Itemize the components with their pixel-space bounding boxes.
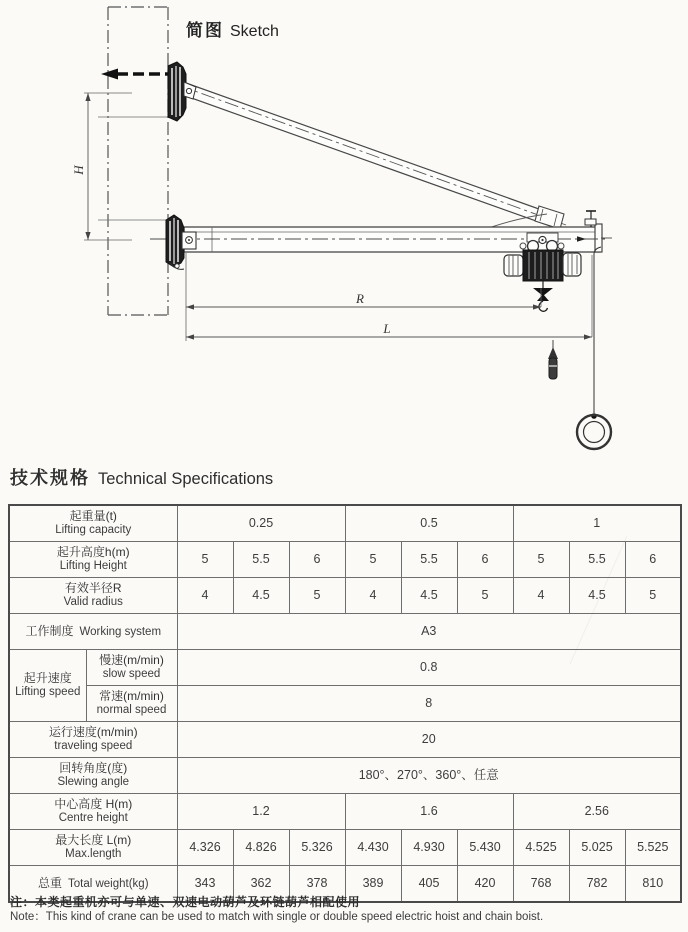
rod-clevis <box>535 206 564 229</box>
label-en: Lifting capacity <box>55 523 132 536</box>
sketch-title-en: Sketch <box>230 23 279 40</box>
traveling-speed-value: 20 <box>177 722 681 758</box>
row-lifting-height <box>9 542 681 578</box>
max-length-value: 4.525 <box>513 830 569 866</box>
total-weight-value: 378 <box>289 866 345 903</box>
max-length-value: 5.025 <box>569 830 625 866</box>
label-en: Total weight(kg) <box>67 877 149 890</box>
row-label-centre-height <box>9 794 177 830</box>
height-value: 6 <box>457 542 513 578</box>
label-zh: 总重 <box>37 875 62 890</box>
r-dim-label: R <box>356 291 364 306</box>
max-length-value: 5.430 <box>457 830 513 866</box>
radius-value: 4.5 <box>401 578 457 614</box>
label-en: Max.length <box>65 847 122 860</box>
row-label-working-system <box>9 614 177 650</box>
label-zh: 中心高度 H(m) <box>54 796 133 811</box>
max-length-value: 5.326 <box>289 830 345 866</box>
slewing-angle-value: 180°、270°、360°、任意 <box>177 758 681 794</box>
centre-height-value: 1.6 <box>345 794 513 830</box>
spec-table <box>8 504 682 903</box>
row-working-system <box>9 614 681 650</box>
label-en: Working system <box>79 625 162 638</box>
footnote-en: Note：This kind of crane can be used to match with single or double speed electric hoist and chain boist. <box>10 911 544 923</box>
height-value: 5 <box>513 542 569 578</box>
section-title-zh: 技术规格 <box>10 468 90 488</box>
beam-tip-bolt <box>585 211 596 227</box>
total-weight-value: 362 <box>233 866 289 903</box>
label-zh: 有效半径R <box>64 580 122 595</box>
total-weight-value: 405 <box>401 866 457 903</box>
label-en: Lifting speed <box>15 685 81 698</box>
radius-value: 5 <box>457 578 513 614</box>
h-dimension <box>71 93 132 240</box>
working-system-value: A3 <box>177 614 681 650</box>
row-label-normal-speed <box>86 686 177 722</box>
radius-value: 4.5 <box>233 578 289 614</box>
label-en: Slewing angle <box>57 775 130 788</box>
max-length-value: 4.326 <box>177 830 233 866</box>
sketch-title-zh: 简图 <box>186 21 224 40</box>
label-zh: 工作制度 <box>25 623 74 638</box>
radius-value: 5 <box>625 578 681 614</box>
spec-table-wrap <box>8 504 682 903</box>
row-traveling-speed <box>9 722 681 758</box>
row-label-max-length <box>9 830 177 866</box>
height-value: 5 <box>345 542 401 578</box>
bottom-wall-bracket <box>166 215 196 269</box>
label-en: Lifting Height <box>59 559 127 572</box>
row-label-slewing-angle <box>9 758 177 794</box>
row-label-slow-speed <box>86 650 177 686</box>
max-length-value: 4.430 <box>345 830 401 866</box>
total-weight-value: 782 <box>569 866 625 903</box>
section-title-en: Technical Specifications <box>98 470 274 488</box>
row-slow-speed <box>9 650 681 686</box>
total-weight-value: 389 <box>345 866 401 903</box>
row-label-lifting-height <box>9 542 177 578</box>
height-value: 6 <box>625 542 681 578</box>
label-zh: 回转角度(度) <box>59 760 128 775</box>
row-label-lifting-speed <box>9 650 86 722</box>
label-zh: 运行速度(m/min) <box>48 724 138 739</box>
row-label-valid-radius <box>9 578 177 614</box>
row-lifting-capacity <box>9 505 681 542</box>
label-en: normal speed <box>96 703 167 716</box>
r-dimension <box>186 253 541 341</box>
row-max-length <box>9 830 681 866</box>
max-length-value: 4.826 <box>233 830 289 866</box>
radius-value: 5 <box>289 578 345 614</box>
label-en: traveling speed <box>54 739 133 752</box>
radius-value: 4.5 <box>569 578 625 614</box>
radius-value: 4 <box>177 578 233 614</box>
height-value: 6 <box>289 542 345 578</box>
label-zh: 起重量(t) <box>69 508 117 523</box>
height-value: 5.5 <box>569 542 625 578</box>
radius-value: 4 <box>513 578 569 614</box>
height-value: 5 <box>177 542 233 578</box>
lifting-ring <box>577 415 611 449</box>
capacity-value: 1 <box>513 505 681 542</box>
label-zh: 起升高度h(m) <box>56 544 130 559</box>
row-slewing-angle <box>9 758 681 794</box>
label-en: Centre height <box>58 811 128 824</box>
h-dim-label: H <box>71 165 86 175</box>
row-normal-speed <box>9 686 681 722</box>
max-length-value: 4.930 <box>401 830 457 866</box>
centre-height-value: 1.2 <box>177 794 345 830</box>
label-zh: 慢速(m/min) <box>99 652 164 667</box>
pendant-control <box>548 340 558 379</box>
wall-column <box>108 7 168 315</box>
row-centre-height <box>9 794 681 830</box>
row-label-lifting-capacity <box>9 505 177 542</box>
l-dim-label: L <box>383 321 391 336</box>
total-weight-value: 768 <box>513 866 569 903</box>
top-anchor-arrow-icon <box>101 69 172 80</box>
slow-speed-value: 0.8 <box>177 650 681 686</box>
label-en: slow speed <box>102 667 161 680</box>
row-label-traveling-speed <box>9 722 177 758</box>
label-en: Valid radius <box>63 595 123 608</box>
capacity-value: 0.25 <box>177 505 345 542</box>
height-value: 5.5 <box>233 542 289 578</box>
footnote-zh: 注：本类起重机亦可与单速、双速电动葫芦及环链葫芦相配使用 <box>10 895 361 909</box>
centre-height-value: 2.56 <box>513 794 681 830</box>
total-weight-value: 810 <box>625 866 681 903</box>
label-zh: 最大长度 L(m) <box>55 832 132 847</box>
radius-value: 4 <box>345 578 401 614</box>
label-zh: 常速(m/min) <box>99 688 164 703</box>
max-length-value: 5.525 <box>625 830 681 866</box>
tie-rod <box>178 83 566 229</box>
wire-rope <box>591 247 601 419</box>
height-value: 5.5 <box>401 542 457 578</box>
crane-sketch-drawing <box>0 0 688 462</box>
capacity-value: 0.5 <box>345 505 513 542</box>
normal-speed-value: 8 <box>177 686 681 722</box>
total-weight-value: 420 <box>457 866 513 903</box>
sketch-title <box>186 16 279 41</box>
row-valid-radius <box>9 578 681 614</box>
total-weight-value: 343 <box>177 866 233 903</box>
section-title <box>10 464 273 490</box>
label-zh: 起升速度 <box>23 670 72 685</box>
top-wall-bracket <box>168 62 196 121</box>
electric-hoist <box>504 250 581 281</box>
